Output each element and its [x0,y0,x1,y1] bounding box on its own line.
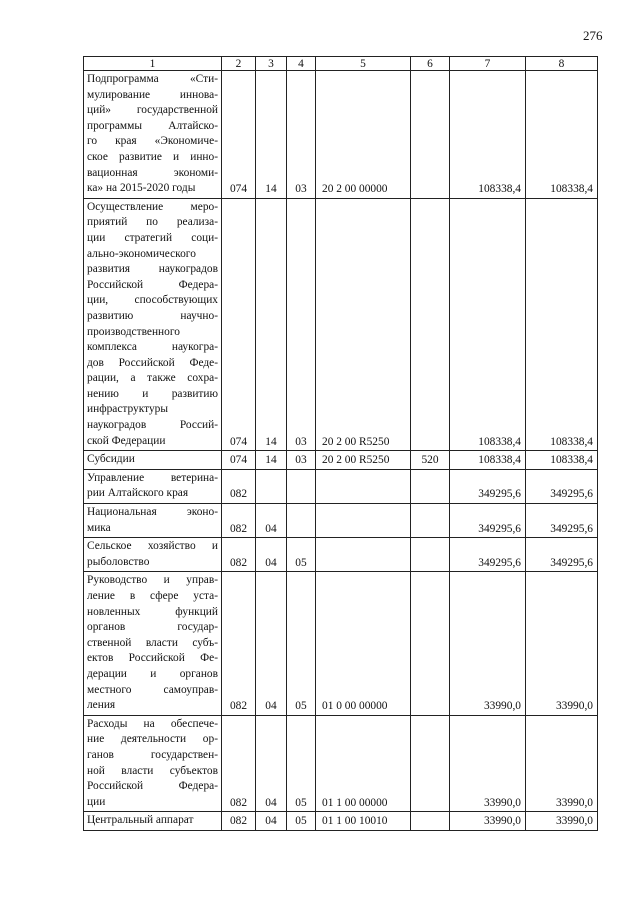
amount-cell: 33990,0 [450,812,526,831]
amount-cell: 108338,4 [526,198,598,451]
description-line: дерации и органов [87,667,218,680]
description-line: ции стратегий соци- [87,231,218,244]
expense-type-cell [411,715,450,812]
expense-type-cell [411,572,450,715]
ministry-code-cell: 082 [222,572,256,715]
description-line: ектов Российской Фе- [87,652,218,665]
header-cell: 5 [316,57,411,71]
amount-cell: 108338,4 [450,451,526,470]
target-article-cell: 01 1 00 10010 [316,812,411,831]
amount-cell: 108338,4 [450,198,526,451]
description-cell [84,71,222,199]
section-code-cell: 04 [256,504,287,538]
description-line: ной власти субъектов [87,764,218,777]
ministry-code-cell: 074 [222,198,256,451]
description-line: производственного [87,325,180,338]
description-line: ление в сфере уста- [87,590,218,602]
description-line: развития наукоградов [87,263,218,276]
budget-table [83,56,598,831]
amount-cell: 349295,6 [526,504,598,538]
header-cell: 8 [526,57,598,71]
amount-cell: 33990,0 [450,572,526,715]
description-line: Центральный аппарат [87,814,194,827]
expense-type-cell [411,469,450,503]
subsection-code-cell: 03 [287,451,316,470]
description-cell [84,451,222,470]
description-line: ние деятельности ор- [87,733,218,746]
description-cell [84,538,222,572]
subsection-code-cell: 03 [287,71,316,199]
description-line: комплекса наукогра- [87,341,218,354]
description-line: ции [87,795,106,808]
target-article-cell: 20 2 00 R5250 [316,198,411,451]
header-cell: 4 [287,57,316,71]
amount-cell: 33990,0 [526,812,598,831]
description-line: местного самоуправ- [87,683,218,696]
ministry-code-cell: 082 [222,538,256,572]
section-code-cell: 14 [256,71,287,199]
section-code-cell: 04 [256,715,287,812]
target-article-cell: 01 0 00 00000 [316,572,411,715]
description-cell [84,572,222,715]
description-line: рии Алтайского края [87,487,189,500]
description-line: Субсидии [87,453,135,466]
subsection-code-cell: 05 [287,538,316,572]
subsection-code-cell: 05 [287,812,316,831]
table-row [84,451,598,470]
header-cell: 7 [450,57,526,71]
description-line: дов Российской Феде- [87,356,218,369]
amount-cell: 33990,0 [526,715,598,812]
amount-cell: 33990,0 [450,715,526,812]
target-article-cell [316,538,411,572]
description-line: ской Федерации [87,434,166,447]
target-article-cell [316,504,411,538]
description-line: мулирование иннова- [87,88,218,101]
amount-cell: 108338,4 [526,451,598,470]
expense-type-cell [411,198,450,451]
section-code-cell: 14 [256,451,287,470]
description-line: программы Алтайско- [87,119,218,132]
description-line: ления [87,699,116,712]
subsection-code-cell [287,504,316,538]
table-row [84,198,598,451]
header-row [84,57,598,71]
table-row [84,812,598,831]
description-line: ций» государственной [87,104,218,117]
description-line: рыболовство [87,555,150,568]
table-row [84,572,598,715]
description-cell [84,715,222,812]
subsection-code-cell: 03 [287,198,316,451]
description-line: ское развитие и инно- [87,150,218,163]
section-code-cell: 04 [256,812,287,831]
description-line: нению и развитию [87,387,218,400]
header-cell: 3 [256,57,287,71]
description-cell [84,198,222,451]
table-row [84,538,598,572]
expense-type-cell [411,504,450,538]
section-code-cell: 14 [256,198,287,451]
description-line: го края «Экономиче- [87,135,218,148]
description-line: Осуществление меро- [87,200,218,213]
description-line: вационная экономи- [87,166,218,179]
expense-type-cell [411,538,450,572]
description-line: ганов государствен- [87,748,218,761]
page-number: 276 [583,28,603,43]
description-line: приятий по реализа- [87,216,218,229]
table-row [84,715,598,812]
description-line: Российской Федера- [87,278,218,291]
description-line: новленных функций [87,605,218,618]
section-code-cell [256,469,287,503]
ministry-code-cell: 082 [222,504,256,538]
amount-cell: 349295,6 [450,504,526,538]
description-line: Российской Федера- [87,780,218,793]
section-code-cell: 04 [256,538,287,572]
table-row [84,71,598,199]
amount-cell: 108338,4 [526,71,598,199]
amount-cell: 349295,6 [450,538,526,572]
subsection-code-cell [287,469,316,503]
description-line: Подпрограмма «Сти- [87,73,218,85]
target-article-cell: 01 1 00 00000 [316,715,411,812]
ministry-code-cell: 082 [222,469,256,503]
description-line: Руководство и управ- [87,574,218,587]
expense-type-cell [411,71,450,199]
ministry-code-cell: 074 [222,451,256,470]
expense-type-cell [411,812,450,831]
header-cell: 6 [411,57,450,71]
section-code-cell: 04 [256,572,287,715]
description-line: ции, способствующих [87,294,218,307]
expense-type-cell: 520 [411,451,450,470]
description-line: Управление ветерина- [87,471,218,484]
description-line: рации, а также сохра- [87,372,218,385]
description-line: инфраструктуры [87,403,168,416]
amount-cell: 349295,6 [526,469,598,503]
description-line: Национальная эконо- [87,506,218,519]
subsection-code-cell: 05 [287,572,316,715]
amount-cell: 33990,0 [526,572,598,715]
ministry-code-cell: 082 [222,812,256,831]
header-cell: 2 [222,57,256,71]
target-article-cell [316,469,411,503]
description-cell [84,469,222,503]
amount-cell: 108338,4 [450,71,526,199]
description-line: Расходы на обеспече- [87,717,218,730]
description-line: ка» на 2015-2020 годы [87,182,196,195]
target-article-cell: 20 2 00 00000 [316,71,411,199]
amount-cell: 349295,6 [526,538,598,572]
description-line: ально-экономического [87,247,196,260]
header-cell: 1 [84,57,222,71]
target-article-cell: 20 2 00 R5250 [316,451,411,470]
description-line: мика [87,521,111,534]
subsection-code-cell: 05 [287,715,316,812]
ministry-code-cell: 082 [222,715,256,812]
table-row [84,469,598,503]
description-line: ственной власти субъ- [87,636,218,649]
description-cell [84,504,222,538]
table-row [84,504,598,538]
description-line: развитию научно- [87,309,218,322]
ministry-code-cell: 074 [222,71,256,199]
description-line: наукоградов Россий- [87,419,218,432]
description-line: органов государ- [87,621,218,634]
amount-cell: 349295,6 [450,469,526,503]
table-body [84,57,598,831]
description-cell [84,812,222,831]
description-line: Сельское хозяйство и [87,540,218,553]
